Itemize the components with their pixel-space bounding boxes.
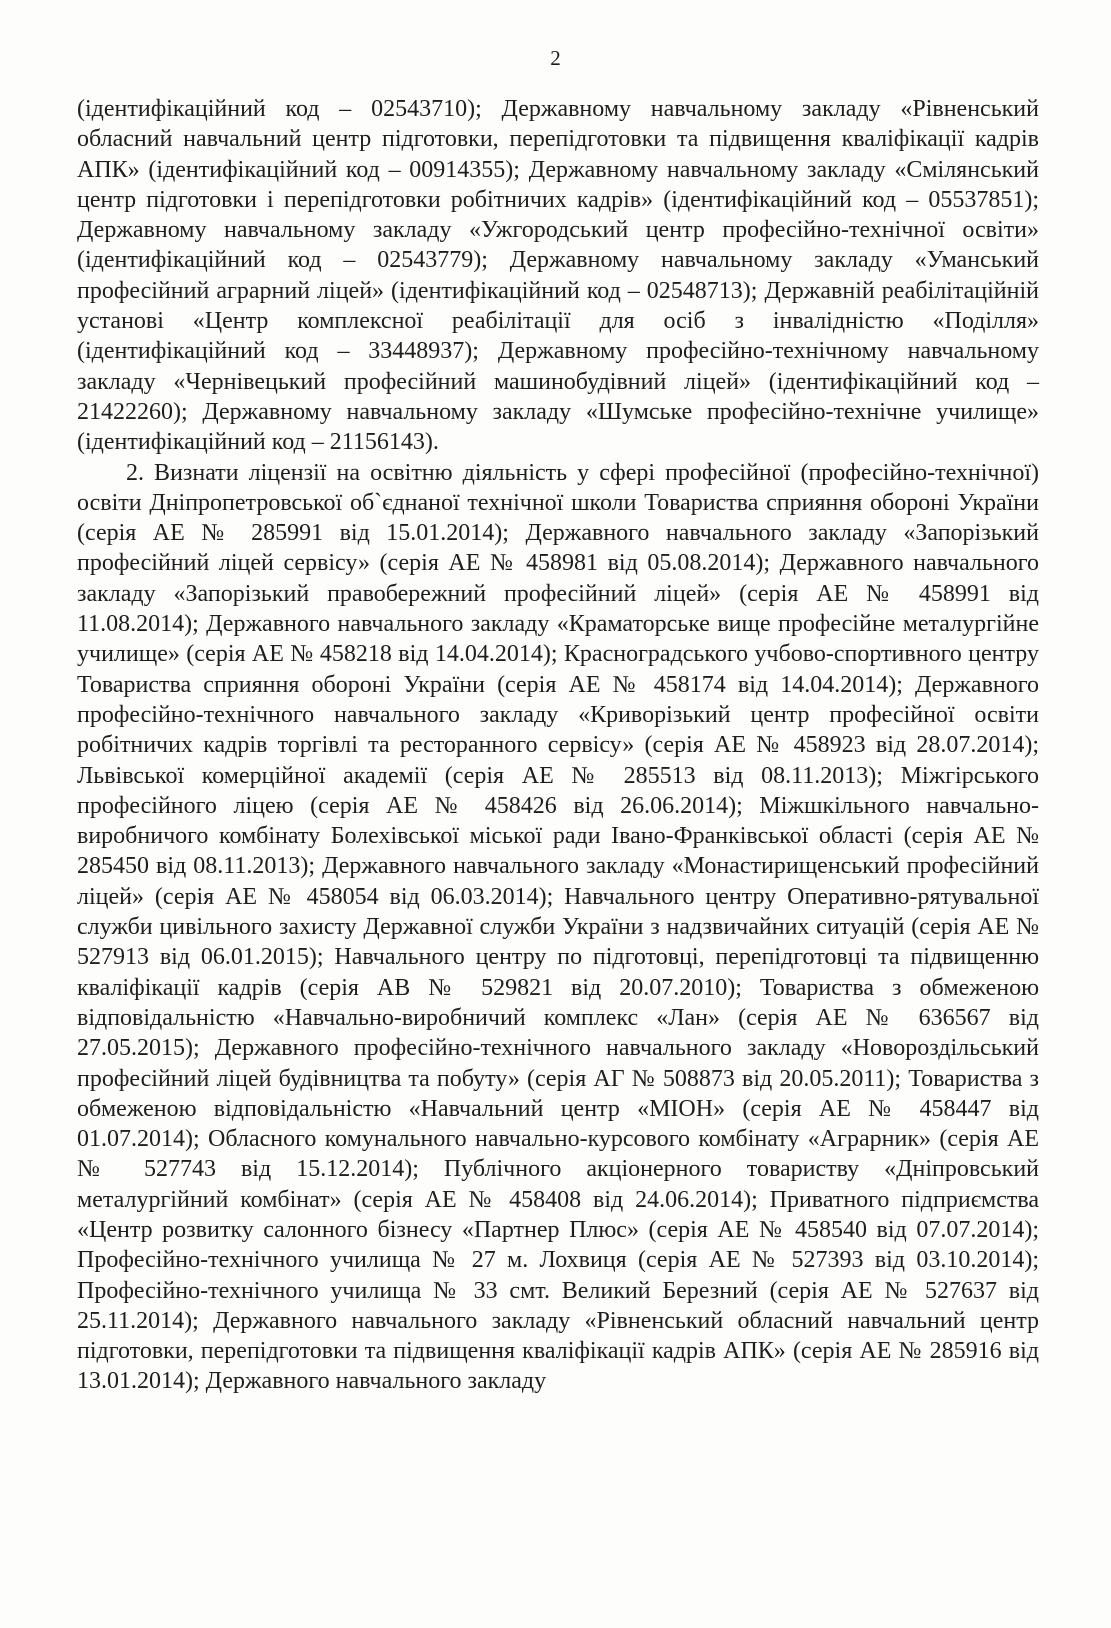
page-number: 2 xyxy=(550,46,561,70)
paragraph-continuation: (ідентифікаційний код – 02543710); Державному навчальному закладу «Рівненський обласний навчальний центр підготовки, перепідготовки та підвищення кваліфікації кадрів АПК» (ідентифікаційний код – 00914355); Державному навчальному закладу «Смілянський центр підготовки і перепідготовки робітничих кадрів» (ідентифікаційний код – 05537851); Державному навчальному закладу «Ужгородський центр професійно-технічної освіти» (ідентифікаційний код – 02543779); Державному навчальному закладу «Уманський професійний аграрний ліцей» (ідентифікаційний код – 02548713); Державній реабілітаційній установі «Центр комплексної реабілітації для осіб з інвалідністю «Поділля» (ідентифікаційний код – 33448937); Державному професійно-технічному навчальному закладу «Чернівецький професійний машинобудівний ліцей» (ідентифікаційний код – 21422260); Державному навчальному закладу «Шумське професійно-технічне училище» (ідентифікаційний код – 21156143). xyxy=(77,96,1039,456)
paragraph-item-2: 2. Визнати ліцензії на освітню діяльність у сфері професійної (професійно-технічної) освіти Дніпропетровської об`єднаної технічної школи Товариства сприяння обороні України (серія АЕ № 285991 від 15.01.2014); Державного навчального закладу «Запорізький професійний ліцей сервісу» (серія АЕ № 458981 від 05.08.2014); Державного навчального закладу «Запорізький правобережний професійний ліцей» (серія АЕ № 458991 від 11.08.2014); Державного навчального закладу «Краматорське вище професійне металургійне училище» (серія АЕ № 458218 від 14.04.2014); Красноградського учбово-спортивного центру Товариства сприяння обороні України (серія АЕ № 458174 від 14.04.2014); Державного професійно-технічного навчального закладу «Криворізький центр професійної освіти робітничих кадрів торгівлі та ресторанного сервісу» (серія АЕ № 458923 від 28.07.2014); Львівської комерційної академії (серія АЕ № 285513 від 08.11.2013); Міжгірського професійного ліцею (серія АЕ № 458426 від 26.06.2014); Міжшкільного навчально-виробничого комбінату Болехівської міської ради Івано-Франківської області (серія АЕ № 285450 від 08.11.2013); Державного навчального закладу «Монастирищенський професійний ліцей» (серія АЕ № 458054 від 06.03.2014); Навчального центру Оперативно-рятувальної служби цивільного захисту Державної служби України з надзвичайних ситуацій (серія АЕ № 527913 від 06.01.2015); Навчального центру по підготовці, перепідготовці та підвищенню кваліфікації кадрів (серія АВ № 529821 від 20.07.2010); Товариства з обмеженою відповідальністю «Навчально-виробничий комплекс «Лан» (серія АЕ № 636567 від 27.05.2015); Державного професійно-технічного навчального закладу «Новороздільський професійний ліцей будівництва та побуту» (серія АГ № 508873 від 20.05.2011); Товариства з обмеженою відповідальністю «Навчальний центр «МІОН» (серія АЕ № 458447 від 01.07.2014); Обласного комунального навчально-курсового комбінату «Аграрник» (серія АЕ № 527743 від 15.12.2014); Публічного акціонерного товариству «Дніпровський металургійний комбінат» (серія АЕ № 458408 від 24.06.2014); Приватного підприємства «Центр розвитку салонного бізнесу «Партнер Плюс» (серія АЕ № 458540 від 07.07.2014); Професійно-технічного училища № 27 м. Лохвиця (серія АЕ № 527393 від 03.10.2014); Професійно-технічного училища № 33 смт. Великий Березний (серія АЕ № 527637 від 25.11.2014); Державного навчального закладу «Рівненський обласний навчальний центр підготовки, перепідготовки та підвищення кваліфікації кадрів АПК» (серія АЕ № 285916 від 13.01.2014); Державного навчального закладу xyxy=(77,459,1039,1395)
document-body xyxy=(77,94,1039,1397)
